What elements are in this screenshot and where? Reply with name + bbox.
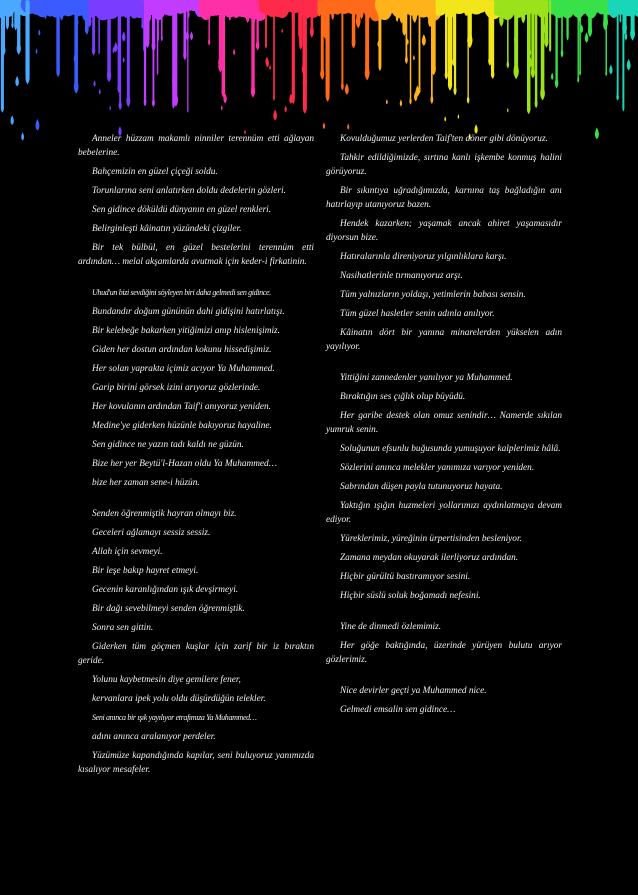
paint-drop [430, 95, 433, 104]
paint-drip [405, 0, 407, 59]
paint-drop [208, 38, 210, 45]
paint-drop [341, 82, 344, 91]
paint-drip [161, 0, 162, 38]
paragraph: Yolunu kaybetmesin diye gemilere fener, [92, 675, 241, 685]
paragraph: Tahkir edildiğimizde, sırtına kanlı işkembe konmuş halini görüyoruz. [326, 153, 562, 177]
paragraph: Bıraktığın ses çığlık olup büyüdü. [340, 392, 466, 402]
paint-drop [11, 21, 13, 29]
paint-drip [419, 0, 421, 91]
paragraph: Anneler hüzzam makamlı ninniler terennüm etti ağlayan bebelerine. [78, 134, 314, 158]
paint-drip [56, 0, 59, 71]
paint-droplet [458, 114, 460, 119]
right-text-column [326, 132, 562, 722]
paint-drip [529, 0, 530, 52]
paragraph: Sözlerini anınca melekler yanımıza varıyor yeniden. [340, 463, 535, 473]
paint-droplet [323, 122, 325, 129]
paint-drip [620, 0, 622, 20]
paragraph: Bundandır doğum gününün dahi gidişini hatırlatışı. [92, 307, 285, 317]
paint-droplet [285, 106, 287, 113]
paint-drip [299, 0, 302, 45]
paragraph: Hendek kazarken; yaşamak ancak ahiret yaşamasıdır diyorsun bize. [326, 219, 562, 243]
paint-drip [378, 0, 381, 66]
paragraph: Giden her dostun ardından kokunu hissedişimiz. [92, 345, 272, 355]
paint-drip [152, 0, 155, 46]
paint-drip [107, 0, 110, 75]
paragraph: Yaktığın ışığın huzmeleri yollarımızı aydınlatmaya devam ediyor. [326, 501, 562, 525]
paint-droplet [269, 65, 271, 70]
paint-drop [310, 25, 314, 38]
paint-drop [405, 55, 408, 64]
paragraph: adını anınca aralanıyor perdeler. [92, 732, 216, 742]
paragraph: Hiçbir süslü soluk boğamadı nefesini. [340, 591, 481, 601]
paint-droplet [281, 28, 283, 33]
paint-drip [208, 0, 209, 42]
paint-drip [292, 0, 295, 99]
paint-drop [161, 34, 163, 41]
paint-drip [514, 0, 518, 71]
paint-droplet [38, 29, 40, 35]
paint-droplet [347, 123, 349, 129]
paint-drip [625, 0, 626, 37]
paint-drip [157, 0, 159, 73]
paint-droplet [123, 57, 125, 63]
paragraph: Allah için sevmeyi. [92, 547, 163, 557]
paint-drip [118, 0, 121, 88]
paragraph: Yine de dinmedi özlemimiz. [340, 622, 442, 632]
paragraph: Medine'ye giderken hüzünle bakıyoruz hayaline. [92, 421, 272, 431]
paragraph: Geceleri ağlamayı sessiz sessiz. [92, 528, 211, 538]
paragraph: Garip birini görsek izini arıyoruz gözlerinde. [92, 383, 261, 393]
paint-droplet [595, 127, 599, 139]
paint-droplet [386, 99, 388, 104]
paragraph: Sen gidince ne yazın tadı kaldı ne güzün. [92, 440, 244, 450]
paint-droplet [21, 132, 24, 140]
paragraph: Tüm güzel hasletler senin adınla anılıyor. [340, 309, 495, 319]
paint-drip [535, 0, 537, 103]
paragraph: Sonra sen gittin. [92, 623, 154, 633]
paint-drip [445, 0, 448, 74]
paint-drip [453, 0, 454, 62]
paragraph: Tüm yalnızların yoldaşı, yetimlerin babası sensin. [340, 290, 526, 300]
paragraph: Yüreklerimiz, yüreğinin ürpertisinden besleniyor. [340, 534, 522, 544]
paint-droplet [190, 31, 193, 40]
paint-droplet [93, 80, 95, 87]
paint-droplet [35, 119, 39, 131]
paragraph: bize her zaman sene-i hüzün. [92, 478, 200, 488]
paint-droplet [11, 115, 14, 125]
paint-droplet [233, 49, 235, 55]
paragraph: Zamana meydan okuyarak ilerliyoruz ardından. [340, 553, 519, 563]
paint-drop [555, 77, 558, 88]
paint-droplet [627, 59, 631, 70]
paragraph: Bir sıkıntıya uğradığımızda, karnına taş bağladığın anı hatırlayıp utanıyoruz bazen. [326, 186, 562, 210]
paint-droplet [444, 116, 446, 121]
paint-drip [341, 0, 343, 86]
paint-drop [256, 39, 260, 50]
paragraph: Bir tek bülbül, en güzel bestelerini terennüm etti ardından… melal akşamlarda avutmak için keder-i firkatinin. [78, 243, 314, 267]
paint-drop [119, 100, 122, 110]
paint-drip [566, 0, 568, 37]
paragraph: Nasihatlerinle tırmanıyoruz arşı. [340, 271, 463, 281]
paint-drip [183, 0, 186, 55]
paint-drip [448, 0, 452, 84]
paint-drip [507, 0, 508, 64]
paint-droplet [422, 34, 426, 46]
paint-drip [92, 0, 95, 50]
paragraph: Gelmedi emsalin sen gidince… [340, 705, 456, 715]
paint-droplet [585, 32, 589, 43]
paragraph: Senden öğrenmiştik hayran olmayı biz. [92, 509, 237, 519]
paint-drip [1, 0, 5, 50]
paint-droplet [221, 105, 223, 110]
paragraph: Kâinatın dört bir yanına minarelerden yükselen adın yayılıyor. [326, 328, 562, 352]
paragraph: Sen gidince döküldü dünyanın en güzel renkleri. [92, 205, 272, 215]
paragraph: Her göğe baktığında, üzerinde yürüyen bulutu arıyor gözlerimiz. [326, 641, 562, 665]
paragraph: Seni anınca bir ışık yayılıyor etrafımıza Ya Muhammed… [92, 713, 257, 722]
paint-drip [432, 0, 436, 68]
paint-drop [577, 76, 579, 83]
paragraph: Nice devirler geçti ya Muhammed nice. [340, 686, 487, 696]
paint-drip [541, 0, 545, 93]
paint-drip [303, 0, 306, 82]
paragraph: Bir dağı sevebilmeyi senden öğrenmiştik. [92, 604, 245, 614]
paragraph: Bir leşe bakıp hayret etmeyi. [92, 566, 199, 576]
paint-drop [507, 60, 510, 68]
paint-droplet [273, 110, 277, 121]
paint-droplet [609, 65, 612, 75]
paragraph: Soluğunun efsunlu buğusunda yumuşuyor kalplerimiz hâlâ. [340, 444, 561, 454]
paint-drip [127, 0, 130, 101]
paragraph: Her solan yaprakta içimiz acıyor Ya Muhammed. [92, 364, 275, 374]
paint-drip [17, 0, 20, 48]
paint-drip [489, 0, 492, 60]
paragraph: Gecenin karanlığından ışık devşirmeyi. [92, 585, 239, 595]
paint-drop [561, 49, 564, 58]
paint-drip [222, 0, 225, 92]
paint-droplet [36, 48, 38, 54]
paragraph: Her garibe destek olan omuz senindir… Namerde sıkılan yumruk senin. [326, 411, 562, 435]
paragraph: Sabrından düşen payla tutunuyoruz hayata. [340, 482, 503, 492]
paint-droplet [99, 89, 101, 95]
paint-drip [617, 0, 619, 94]
paint-drip [25, 0, 29, 78]
paint-drip [273, 0, 275, 98]
paint-drip [98, 0, 100, 52]
paint-drip [256, 0, 258, 45]
paragraph: Belirginleşti kâinatın yüzündeki çizgiler. [92, 224, 242, 234]
paragraph: Bize her yer Beytü'l-Hazan oldu Ya Muhammed… [92, 459, 277, 469]
left-text-column [78, 132, 314, 782]
paint-drop [152, 98, 155, 108]
paragraph: Yittiğini zannedenler yanılıyor ya Muhammed. [340, 373, 513, 383]
paragraph: Her kovulanın ardından Taif'i anıyoruz yeniden. [92, 402, 271, 412]
paragraph: Hatıralarınla direniyoruz yılgınlıklara karşı. [340, 252, 507, 262]
paint-droplet [15, 76, 19, 87]
paint-droplet [109, 106, 111, 111]
paint-droplet [507, 108, 509, 113]
paragraph: kervanlara ipek yolu oldu düşürdüğün telekler. [92, 694, 266, 704]
paint-droplet [345, 83, 349, 95]
paint-drip [352, 0, 355, 42]
paint-drip [555, 0, 557, 83]
paragraph: Giderken tüm göçmen kuşlar için zarif bir iz bıraktın geride. [78, 642, 314, 666]
paragraph: Bahçemizin en güzel çiçeği soldu. [92, 167, 218, 177]
paint-drop [409, 97, 411, 105]
paint-drip [142, 0, 144, 26]
paint-droplet [400, 99, 402, 106]
paint-drop [467, 96, 470, 104]
paint-drip [410, 0, 411, 101]
paragraph: Yüzümüze kapandığında kapılar, seni buluyoruz yanımızda kısalıyor mesafeler. [78, 751, 314, 775]
paint-drip-decoration [0, 0, 638, 150]
paragraph: Uhud'un bizi sevdiğini söyleyen biri daha gelmedi sen gidince. [92, 288, 271, 297]
paragraph: Kovulduğumuz yerlerden Taif'ten döner gibi dönüyoruz. [340, 134, 548, 144]
paragraph: Hiçbir gürültü bastıramıyor sesini. [340, 572, 471, 582]
paint-droplet [413, 55, 415, 60]
paint-droplet [122, 31, 125, 41]
paragraph: Torunlarına seni anlatırken doldu dedelerin gözleri. [92, 186, 286, 196]
paint-droplet [551, 73, 553, 80]
paragraph: Bir kelebeğe bakarken yitiğimizi anıp hislenişimiz. [92, 326, 280, 336]
paint-drip [549, 0, 551, 49]
